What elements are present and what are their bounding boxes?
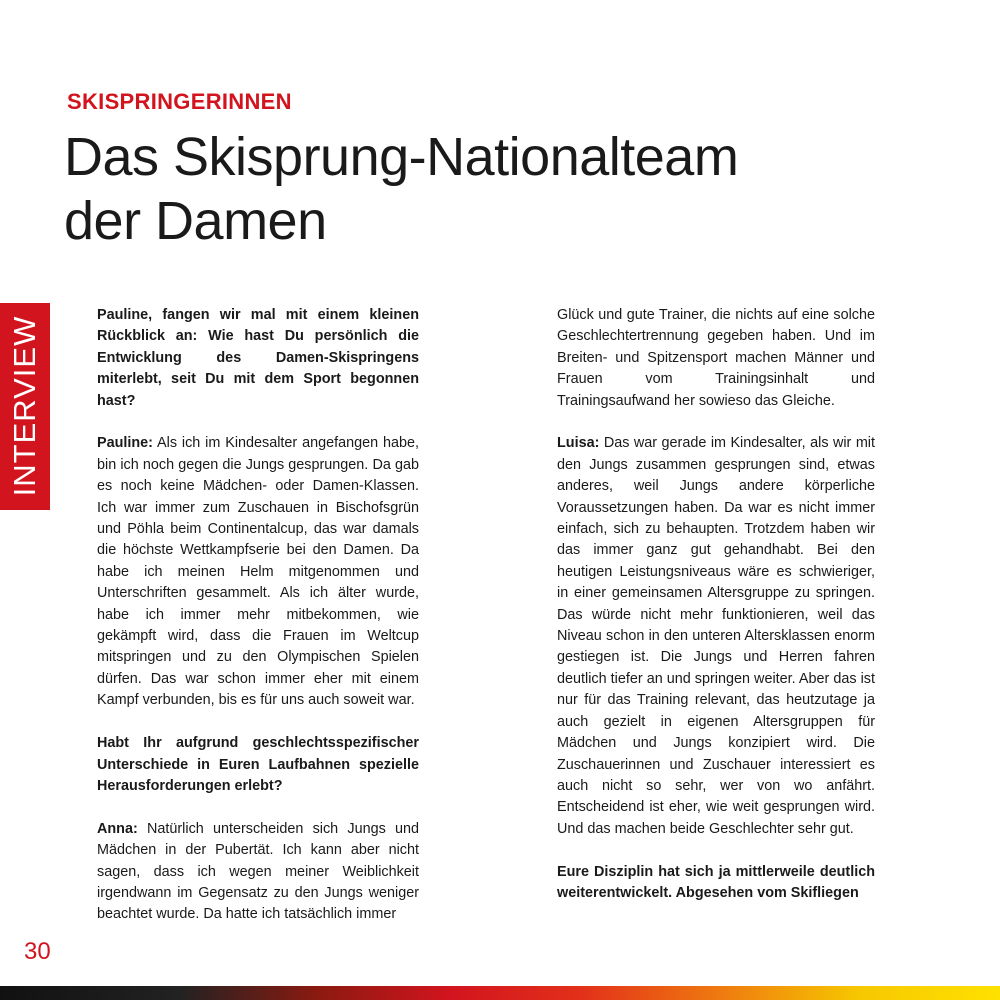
answer-2 xyxy=(97,819,419,926)
answer-2-continued: Glück und gute Trainer, die nichts auf eine solche Geschlechtertrennung gegeben haben. Und im Breiten- und Spitzensport machen Männer und Frauen vom Trainingsinhalt und Trainingsaufwand her sowieso das Gleiche. xyxy=(557,307,875,409)
color-gradient-stripe xyxy=(0,986,1000,1000)
question-3: Eure Disziplin hat sich ja mittlerweile deutlich weiterentwickelt. Abgesehen vom Skifliegen xyxy=(557,863,875,901)
question-1: Pauline, fangen wir mal mit einem kleinen Rückblick an: Wie hast Du persönlich die Entwicklung des Damen-Skispringens miterlebt, seit Du mit dem Sport begonnen hast? xyxy=(97,307,419,409)
question-2: Habt Ihr aufgrund geschlechtsspezifischer Unterschiede in Euren Laufbahnen spezielle Herausforderungen erlebt? xyxy=(97,735,419,794)
answer-3 xyxy=(557,433,875,840)
article-title-line-2: der Damen xyxy=(64,191,327,251)
article-title xyxy=(64,125,944,253)
answer-3-text: Das war gerade im Kindesalter, als wir mit den Jungs zusammen gesprungen sind, etwas anderes, weil Jungs andere körperliche Voraussetzungen haben. Da war es nicht immer einfach, sich zu behaupten. Trotzdem haben wir das immer ganz gut gehandhabt. Bei den heutigen Leistungsniveaus wäre es schwieriger, in einer gemeinsamen Altersgruppe zu springen. Das würde nicht mehr funktionieren, weil das Niveau schon in den unteren Altersklassen enorm gestiegen ist. Die Jungs und Herren fahren deutlich tiefer an und springen weiter. Aber das ist nur für das Training relevant, das heutzutage ja auch gezielt in eigenen Altersgruppen für Mädchen und Jungs konzipiert wird. Die Zuschauerinnen und Zuschauer interessiert es auch nicht so sehr, wer von wo anfährt. Entscheidend ist eher, wie weit gesprungen wird. Und das machen beide Geschlechter sehr gut. xyxy=(557,435,875,837)
answer-1-text: Als ich im Kindesalter angefangen habe, bin ich noch gegen die Jungs gesprungen. Da gab es noch keine Mädchen- oder Damen-Klassen. Ich war immer zum Zuschauen in Bischofsgrün und Pöhla beim Continentalcup, das war damals die höchste Wettkampfserie bei den Damen. Da habe ich meinen Helm mitgenommen und Unterschriften gesammelt. Als ich älter wurde, habe ich immer mehr mitbekommen, wie gekämpft wird, dass die Frauen im Weltcup mitspringen und zu den Olympischen Spielen dürfen. Das war schon immer eher mit einem Kampf verbunden, bis es für uns auch soweit war. xyxy=(97,435,419,709)
text-column-right xyxy=(557,305,875,926)
page-number: 30 xyxy=(24,938,51,965)
interview-side-tab xyxy=(0,303,50,510)
section-kicker: SKISPRINGERINNEN xyxy=(67,89,292,114)
answer-1 xyxy=(97,433,419,711)
answer-3-speaker: Luisa: xyxy=(557,435,600,452)
text-column-left xyxy=(97,305,419,947)
article-title-line-1: Das Skisprung-Nationalteam xyxy=(64,127,739,187)
answer-2-text: Natürlich unterscheiden sich Jungs und Mädchen in der Pubertät. Ich kann aber nicht sagen, dass ich wegen meiner Weiblichkeit irgendwann im Gegensatz zu den Jungs weniger beachtet wurde. Da hatte ich tatsächlich immer xyxy=(97,820,419,923)
answer-2-speaker: Anna: xyxy=(97,820,138,837)
answer-1-speaker: Pauline: xyxy=(97,435,153,452)
interview-side-tab-label: INTERVIEW xyxy=(7,315,42,497)
